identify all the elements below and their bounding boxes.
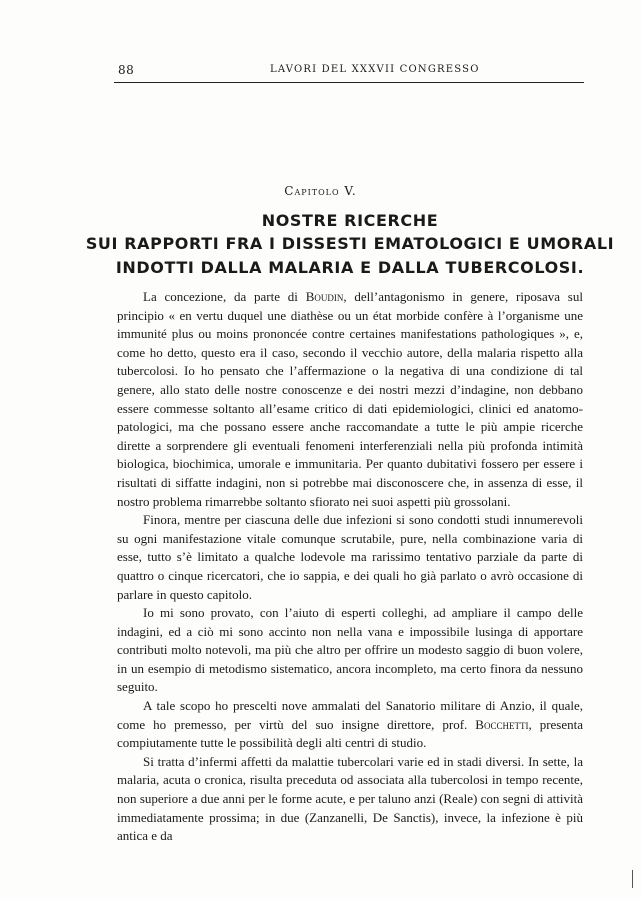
paragraph-2: [117, 511, 583, 604]
chapter-title-line-1: NOSTRE RICERCHE: [261, 211, 439, 230]
author-name: Boudin: [305, 289, 344, 304]
paragraph-text: Finora, mentre per ciascuna delle due infezioni si sono condotti studi innumerevoli su ogni manifestazione vitale comunque scrutabile, pure, nella combinazione varia di esse, tutto s’è limitato a qualche lodevole ma rarissimo tentativo parziale da parte di quattro o cinque ricercatori, che io sappia, e dei quali ho già parlato o avrò occasione di parlare in questo capitolo.: [117, 512, 583, 602]
page-edge-mark: [632, 870, 633, 888]
chapter-label: Capitolo V.: [284, 184, 357, 198]
author-name: Bocchetti: [475, 716, 529, 732]
paragraph-text: Io mi sono provato, con l’aiuto di esperti colleghi, ad ampliare il campo delle indagini, ed a ciò mi sono accinto non nella vana e impossibile lusinga di apportare contributi molto notevoli, ma più che altro per offrire un modesto saggio di buon volere, in un esempio di metodismo sistematico, ancora incompleto, ma certo finora da nessuno seguito.: [117, 605, 583, 695]
paragraph-4: [117, 697, 583, 753]
paragraph-text: , dell’antagonismo in genere, riposava sul principio « en vertu duquel une diathèse ou un état morbide confère à l’organisme une immunité plus ou moins prononcée contre certaines manifestations pathologiques », e, come ho detto, questo era il caso, secondo il vecchio autore, della malaria rispetto alla tubercolosi. Io ho pensato che l’affermazione o la negativa di una condizione di tal genere, allo stato delle nostre conoscenze e dei nostri mezzi d’indagine, non debbano essere commesse soltanto all’esame critico di dati epidemiologici, clinici ed anatomo-patologici, ma che possano essere anche raccomandate a tutte le più ampie ricerche dirette a sorprendere gli eventuali fenomeni interferenziali nella più profonda intimità biologica, biochimica, umorale e immunitaria. Per quanto dubitativi fossero per essere i risultati di siffatte indagini, non si potrebbe mai disconoscere che, in assenza di esse, il nostro problema rimarrebbe soltanto sfiorato nei suoi aspetti più grossolani.: [117, 289, 583, 509]
paragraph-5: [117, 753, 583, 846]
header-rule: [114, 82, 584, 83]
running-head: LAVORI DEL XXXVII CONGRESSO: [270, 64, 480, 75]
page-number: 88: [118, 63, 135, 77]
paragraph-text: , presenta compiutamente tutte le possibilità degli alti centri di studio.: [117, 716, 584, 751]
paragraph-text: Si tratta d’infermi affetti da malattie tubercolari varie ed in stadi diversi. In sette, la malaria, acuta o cronica, risulta preceduta od associata alla tubercolosi in tempo recente, non superiore a due anni per le forme acute, e per taluno anzi (Reale) con segni di attività immediatamente prossima; in due (Zanzanelli, De Sanctis), invece, la infezione è più antica e da: [117, 753, 583, 844]
paragraph-text: La concezione, da parte di: [143, 289, 306, 304]
chapter-title-line-2: SUI RAPPORTI FRA I DISSESTI EMATOLOGICI E UMORALI: [85, 234, 615, 253]
chapter-title-line-3: INDOTTI DALLA MALARIA E DALLA TUBERCOLOSI.: [115, 258, 585, 277]
paragraph-3: [117, 604, 583, 697]
paragraph-text: A tale scopo ho prescelti nove ammalati del Sanatorio militare di Anzio, il quale, come ho premesso, per virtù del suo insigne direttore, prof.: [117, 698, 583, 732]
paragraph-1: [117, 288, 583, 511]
body-text: [117, 288, 583, 846]
